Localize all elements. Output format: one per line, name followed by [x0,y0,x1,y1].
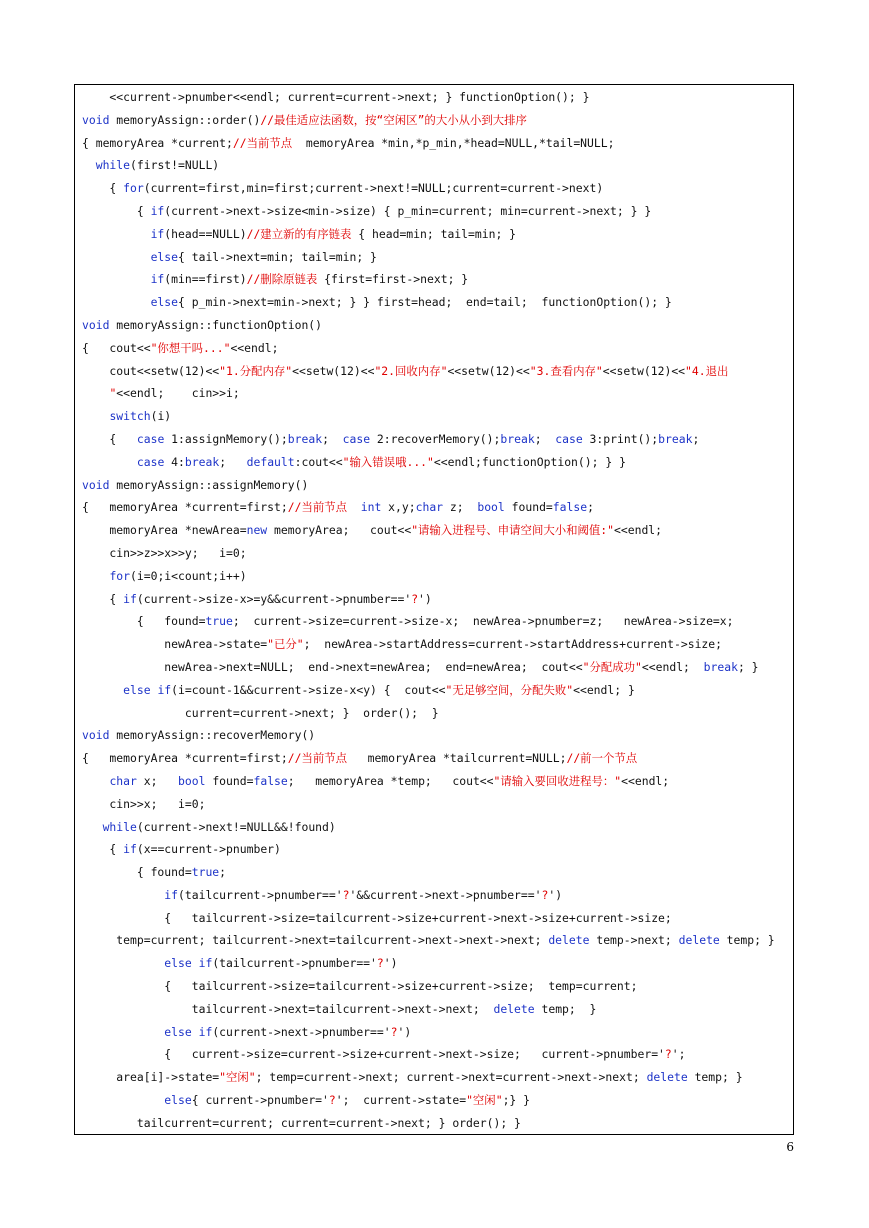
code-text: { found= [82,614,206,629]
code-text: (x==current->pnumber) [136,842,281,857]
code-text: <<setw(12)<< [602,363,686,378]
code-line [82,565,787,588]
code-line [82,154,787,177]
code-line [82,679,787,702]
keyword: else [150,249,179,264]
code-text: ; [692,431,700,446]
code-text: ; temp=current->next; current->next=current->next->next; [255,1070,647,1085]
code-line [82,610,787,633]
code-text [82,227,151,241]
string-literal: ? [376,956,384,971]
code-text: <<setw(12)<< [447,363,530,378]
code-line [82,975,787,998]
string-literal: "请输入进程号、申请空间大小和阈值:" [411,523,615,538]
code-text: { found= [82,865,192,880]
code-line [82,1021,787,1044]
keyword: else [150,295,179,310]
code-text [82,888,164,902]
code-text: (current=first,min=first;current->next!=NULL;current=current->next) [143,181,604,196]
code-text: cout<<setw(12)<< [82,363,220,378]
string-literal: ? [328,1093,336,1108]
code-line [82,952,787,975]
code-line [82,496,787,519]
code-text: x; [136,773,179,788]
string-literal: ? [541,887,549,902]
keyword: int [360,500,382,515]
code-text: tailcurrent->next=tailcurrent->next->next; [82,1001,494,1016]
code-line [82,656,787,679]
keyword: if [164,887,179,902]
code-line [82,337,787,360]
code-text: z; [443,500,478,515]
code-line [82,633,787,656]
keyword: void [82,477,110,492]
code-text: memoryAssign::functionOption() [109,317,323,332]
code-text: ; [587,500,594,515]
code-text: :cout<< [294,454,343,469]
code-text: { [82,431,137,446]
code-text: { tailcurrent->size=tailcurrent->size+current->size; temp=current; [82,979,638,994]
keyword: for [123,181,144,196]
string-literal: "你想干吗..." [150,340,231,355]
keyword: break [703,659,738,674]
code-text: ') [397,1024,412,1039]
code-text: ') [383,956,398,971]
code-text: { current->pnumber=' [191,1093,329,1108]
keyword: default [246,454,295,469]
keyword: case [342,431,371,446]
code-text: { cout<< [82,340,151,355]
code-text: tailcurrent=current; current=current->next; } order(); } [82,1115,521,1130]
code-text: { tail->next=min; tail=min; } [178,249,377,264]
code-line [82,109,787,132]
code-line [82,474,787,497]
code-line [82,1089,787,1112]
code-line [82,451,787,474]
code-text: <<endl; [641,659,704,674]
comment: //当前节点 [232,135,293,150]
code-text: { [82,842,124,857]
code-text: (i=count-1&&current->size-x<y) { cout<< [171,682,446,697]
code-text: (tailcurrent->pnumber==' [178,887,343,902]
code-text [82,1093,164,1107]
code-text: <<endl; cin>>i; [116,386,240,401]
code-line [82,291,787,314]
code-text: (min==first) [164,272,247,287]
code-text [82,1025,164,1039]
code-text: {first=first->next; } [317,272,469,287]
keyword: case [136,431,165,446]
code-text: { memoryArea *current; [82,135,233,150]
code-text: (current->size-x>=y&&current->pnumber==' [136,591,412,606]
comment: //最佳适应法函数，按“空闲区”的大小从小到大排序 [260,112,527,127]
keyword: if [150,203,165,218]
keyword: void [82,112,110,127]
code-line [82,200,787,223]
code-text: memoryArea *newArea= [82,523,247,538]
code-text: memoryArea; cout<< [267,523,412,538]
keyword: switch [109,409,151,424]
keyword: true [191,865,220,880]
string-literal: "已分" [267,637,304,652]
code-text [82,409,109,423]
code-line [82,884,787,907]
code-text: { [82,181,124,196]
code-line [82,861,787,884]
code-listing [82,86,787,1135]
code-text: area[i]->state= [82,1070,220,1085]
code-text: ; [219,865,227,880]
code-text: { p_min->next=min->next; } } first=head; end=tail; functionOption(); } [178,295,672,310]
code-text: '; current->state= [335,1093,467,1108]
code-line [82,907,787,930]
keyword: while [102,819,137,834]
string-literal: " [109,386,117,401]
code-text: ; newArea->startAddress=current->startAddress+current->size; [303,637,722,652]
code-text: newArea->state= [82,637,268,652]
code-text [82,569,109,583]
code-line [82,838,787,861]
code-line [82,86,787,109]
keyword: false [552,500,588,515]
code-line [82,428,787,451]
code-line [82,382,787,405]
code-text: (first!=NULL) [130,158,220,173]
code-line [82,177,787,200]
code-line [82,132,787,155]
code-text [82,820,103,834]
code-line [82,998,787,1021]
code-text: { current->size=current->size+current->next->size; current->pnumber=' [82,1047,665,1062]
code-text: (current->next->size<min->size) { p_min=current; min=current->next; } } [164,203,652,218]
string-literal: "无足够空间，分配失败" [445,682,574,697]
code-text: current=current->next; } order(); } [82,705,439,720]
string-literal: "空闲" [466,1093,503,1108]
code-text: <<endl;functionOption(); } } [433,454,626,469]
string-literal: ? [342,887,350,902]
code-line [82,1066,787,1089]
keyword: char [415,500,444,515]
keyword: if [150,226,165,241]
code-text [82,774,109,788]
code-line [82,314,787,337]
keyword: case [136,454,165,469]
code-line [82,747,787,770]
code-text: { head=min; tail=min; } [351,226,517,241]
code-text [82,683,123,697]
code-text: { [82,203,151,218]
code-text: ; memoryArea *temp; cout<< [287,773,494,788]
comment: //前一个节点 [566,751,638,766]
code-text: temp; } [534,1001,597,1016]
code-text: ') [418,591,432,606]
code-text: <<endl; [614,523,663,538]
keyword: delete [493,1001,535,1016]
comment: //当前节点 [287,751,348,766]
code-line [82,702,787,725]
code-text: (current->next!=NULL&&!found) [136,819,336,834]
string-literal: "4.退出 [685,363,729,378]
code-text [82,272,151,286]
code-text [82,956,164,970]
keyword: if [150,272,165,287]
code-text: newArea->next=NULL; end->next=newArea; end=newArea; cout<< [82,659,583,674]
code-text: '; [671,1047,686,1062]
keyword: delete [678,933,720,948]
string-literal: "1.分配内存" [219,363,293,378]
keyword: void [82,317,110,332]
page-number: 6 [786,1140,794,1154]
keyword: bool [477,500,505,515]
string-literal: ? [664,1047,672,1062]
comment: //当前节点 [287,500,348,515]
code-line [82,246,787,269]
code-text: ; [322,431,343,446]
keyword: false [253,773,288,788]
code-text: temp; } [719,933,775,948]
code-text: <<endl; [621,773,670,788]
code-text: ; current->size=current->size-x; newArea->pnumber=z; newArea->size=x; [232,614,734,629]
code-text: ') [548,887,563,902]
keyword: else if [164,1024,213,1039]
code-text [82,455,137,469]
string-literal: "2.回收内存" [374,363,448,378]
code-line [82,770,787,793]
code-text [82,250,151,264]
keyword: bool [178,773,206,788]
code-text: found= [504,500,553,515]
code-text: (tailcurrent->pnumber==' [212,956,377,971]
code-line [82,1043,787,1066]
keyword: else if [123,682,172,697]
code-line [82,360,787,383]
code-text: { tailcurrent->size=tailcurrent->size+current->next->size+current->size; [82,910,672,925]
string-literal: "输入错误哦..." [342,454,434,469]
code-text: <<current->pnumber<<endl; current=current->next; } functionOption(); } [82,90,590,104]
code-line [82,223,787,246]
keyword: delete [548,933,590,948]
code-text: found= [205,773,254,788]
code-text: (current->next->pnumber==' [212,1024,391,1039]
code-text: { memoryArea *current=first; [82,751,288,766]
keyword: if [123,842,137,857]
code-line [82,588,787,611]
code-text: temp; } [687,1070,743,1085]
code-text: cin>>z>>x>>y; i=0; [82,545,247,560]
code-line [82,724,787,747]
code-text: memoryAssign::assignMemory() [109,477,309,492]
code-text [82,386,109,400]
string-literal: "分配成功" [582,659,642,674]
keyword: case [555,431,583,446]
code-text: memoryArea *min,*p_min,*head=NULL,*tail=NULL; [292,135,615,150]
code-line [82,268,787,291]
keyword: for [109,568,131,583]
keyword: new [246,523,268,538]
code-text: <<endl; [230,340,279,355]
code-line [82,816,787,839]
code-text: ;} } [502,1093,530,1108]
code-text: 4: [164,454,185,469]
string-literal: "3.查看内存" [529,363,603,378]
code-text: cin>>x; i=0; [82,796,206,811]
code-text: <<endl; } [573,682,635,697]
code-text: 1:assignMemory(); [164,431,288,446]
code-text: memoryArea *tailcurrent=NULL; [347,751,567,766]
code-text: memoryAssign::recoverMemory() [109,728,316,743]
keyword: break [184,454,220,469]
code-text: temp->next; [589,933,679,948]
code-text: temp=current; tailcurrent->next=tailcurrent->next->next->next; [82,933,549,948]
keyword: char [109,773,137,788]
keyword: break [500,431,535,446]
keyword: if [123,591,137,606]
keyword: else if [164,956,213,971]
code-text: '&&current->next->pnumber==' [349,887,542,902]
string-literal: ? [411,591,419,606]
code-text: { [82,591,124,606]
code-text: ; [219,454,247,469]
code-text [82,295,151,309]
code-text [82,158,96,172]
code-text: (i=0;i<count;i++) [130,568,247,583]
code-line [82,405,787,428]
keyword: break [658,431,693,446]
code-text: (head==NULL) [164,226,247,241]
code-line [82,519,787,542]
code-text: x,y; [381,500,416,515]
code-line [82,1112,787,1135]
comment: //删除原链表 [246,272,318,287]
code-text: (i) [150,409,172,424]
code-text: 2:recoverMemory(); [370,431,501,446]
code-text: <<setw(12)<< [292,363,375,378]
code-text [347,500,361,514]
code-text: ; } [737,659,759,674]
string-literal: ? [390,1024,398,1039]
code-text: { memoryArea *current=first; [82,500,288,515]
keyword: while [95,158,131,173]
keyword: true [205,614,233,629]
code-line [82,929,787,952]
code-line [82,793,787,816]
code-text: 3:print(); [582,431,659,446]
keyword: else [164,1093,192,1108]
keyword: void [82,728,110,743]
string-literal: "请输入要回收进程号：" [493,773,622,788]
keyword: break [287,431,323,446]
code-line [82,542,787,565]
code-text: memoryAssign::order() [109,112,261,127]
keyword: delete [646,1070,688,1085]
code-text: ; [534,431,556,446]
string-literal: "空闲" [219,1070,256,1085]
comment: //建立新的有序链表 [246,226,352,241]
